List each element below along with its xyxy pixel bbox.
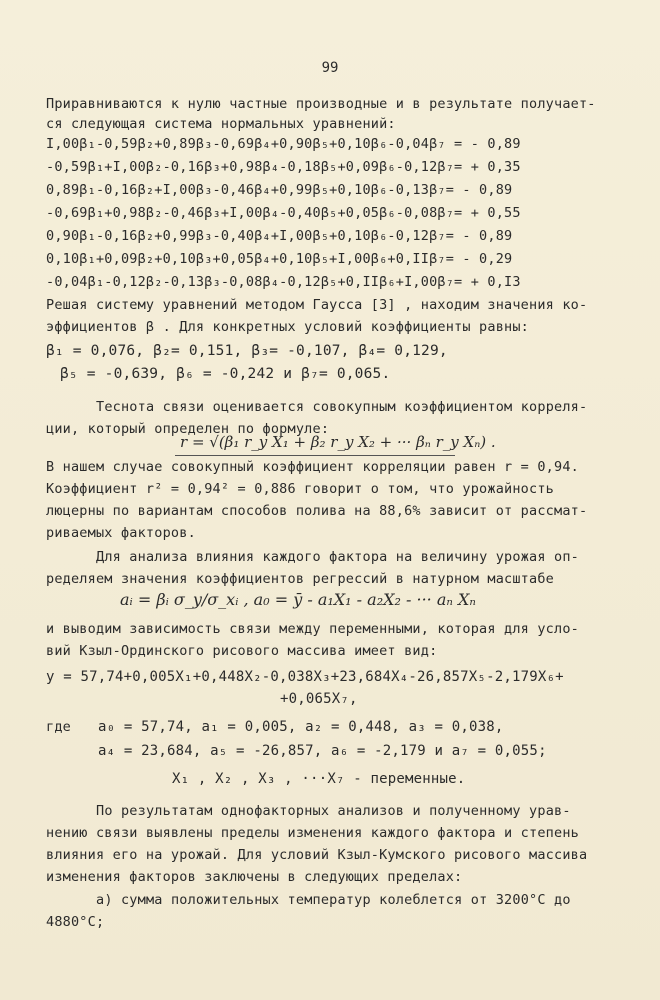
conclusion-line-4: изменения факторов заключены в следующих пределах: [46, 869, 463, 885]
equation-1: I,00β₁-0,59β₂+0,89β₃-0,69β₄+0,90β₅+0,10β₆-0,04β₇ = - 0,89 [46, 136, 521, 152]
result-line-4: риваемых факторов. [46, 525, 196, 541]
tightness-line-2: ции, который определен по формуле: [46, 421, 330, 437]
equation-6: 0,10β₁+0,09β₂+0,10β₃+0,05β₄+0,10β₅+I,00β₆+0,IIβ₇= - 0,29 [46, 251, 513, 267]
equation-7: -0,04β₁-0,12β₂-0,13β₃-0,08β₄-0,12β₅+0,IIβ₆+I,00β₇= + 0,I3 [46, 274, 521, 290]
variables-line: X₁ , X₂ , X₃ , ···X₇ - переменные. [172, 771, 466, 787]
regression-line-2: ределяем значения коэффициентов регрессий в натурном масштабе [46, 571, 554, 587]
derive-line-2: вий Кзыл-Ординского рисового массива имеет вид: [46, 643, 438, 659]
regression-line-1: Для анализа влияния каждого фактора на величину урожая оп- [96, 549, 580, 565]
equation-4: -0,69β₁+0,98β₂-0,46β₃+I,00β₄-0,40β₅+0,05β₆-0,08β₇= + 0,55 [46, 205, 521, 221]
page-number: 99 [321, 60, 339, 76]
gauss-line-2: эффициентов β . Для конкретных условий коэффициенты равны: [46, 319, 530, 335]
regression-equation-line-1: y = 57,74+0,005X₁+0,448X₂-0,038X₃+23,684X₄-26,857X₅-2,179X₆+ [46, 669, 564, 685]
conclusion-line-2: нению связи выявлены пределы изменения каждого фактора и степень [46, 825, 579, 841]
equation-2: -0,59β₁+I,00β₂-0,16β₃+0,98β₄-0,18β₅+0,09β₆-0,12β₇= + 0,35 [46, 159, 521, 175]
result-line-1: В нашем случае совокупный коэффициент корреляции равен r = 0,94. [46, 459, 579, 475]
result-line-2: Коэффициент r² = 0,94² = 0,886 говорит о том, что урожайность [46, 481, 554, 497]
tightness-line-1: Теснота связи оценивается совокупным коэффициентом корреля- [96, 399, 588, 415]
conclusion-line-6: 4880°С; [46, 914, 105, 930]
regression-equation-line-2: +0,065X₇, [280, 691, 358, 707]
gauss-line-1: Решая систему уравнений методом Гаусса [3] , находим значения ко- [46, 297, 588, 313]
conclusion-line-5: а) сумма положительных температур колеблется от 3200°С до [96, 892, 571, 908]
result-line-3: люцерны по вариантам способов полива на 88,6% зависит от рассмат- [46, 503, 588, 519]
regression-formula: aᵢ = βᵢ σ_y/σ_xᵢ , a₀ = ȳ - a₁X₁ - a₂X₂ - ··· aₙ Xₙ [120, 590, 476, 609]
correlation-formula: r = √(β₁ r_y X₁ + β₂ r_y X₂ + ··· βₙ r_y Xₙ) . [180, 433, 496, 451]
where-line-1: a₀ = 57,74, a₁ = 0,005, a₂ = 0,448, a₃ = 0,038, [98, 719, 504, 735]
equation-3: 0,89β₁-0,16β₂+I,00β₃-0,46β₄+0,99β₅+0,10β₆-0,13β₇= - 0,89 [46, 182, 513, 198]
intro-line-1: Приравниваются к нулю частные производные и в результате получает- [46, 96, 596, 112]
intro-line-2: ся следующая система нормальных уравнений: [46, 116, 396, 132]
formula-underline [175, 455, 455, 456]
where-line-2: a₄ = 23,684, a₅ = -26,857, a₆ = -2,179 и a₇ = 0,055; [98, 743, 547, 759]
derive-line-1: и выводим зависимость связи между переменными, которая для усло- [46, 621, 579, 637]
coefficients-line-1: β₁ = 0,076, β₂= 0,151, β₃= -0,107, β₄= 0,129, [46, 343, 448, 359]
where-label: где [46, 719, 71, 735]
coefficients-line-2: β₅ = -0,639, β₆ = -0,242 и β₇= 0,065. [60, 366, 391, 382]
conclusion-line-1: По результатам однофакторных анализов и полученному урав- [96, 803, 571, 819]
conclusion-line-3: влияния его на урожай. Для условий Кзыл-Кумского рисового массива [46, 847, 588, 863]
equation-5: 0,90β₁-0,16β₂+0,99β₃-0,40β₄+I,00β₅+0,10β₆-0,12β₇= - 0,89 [46, 228, 513, 244]
